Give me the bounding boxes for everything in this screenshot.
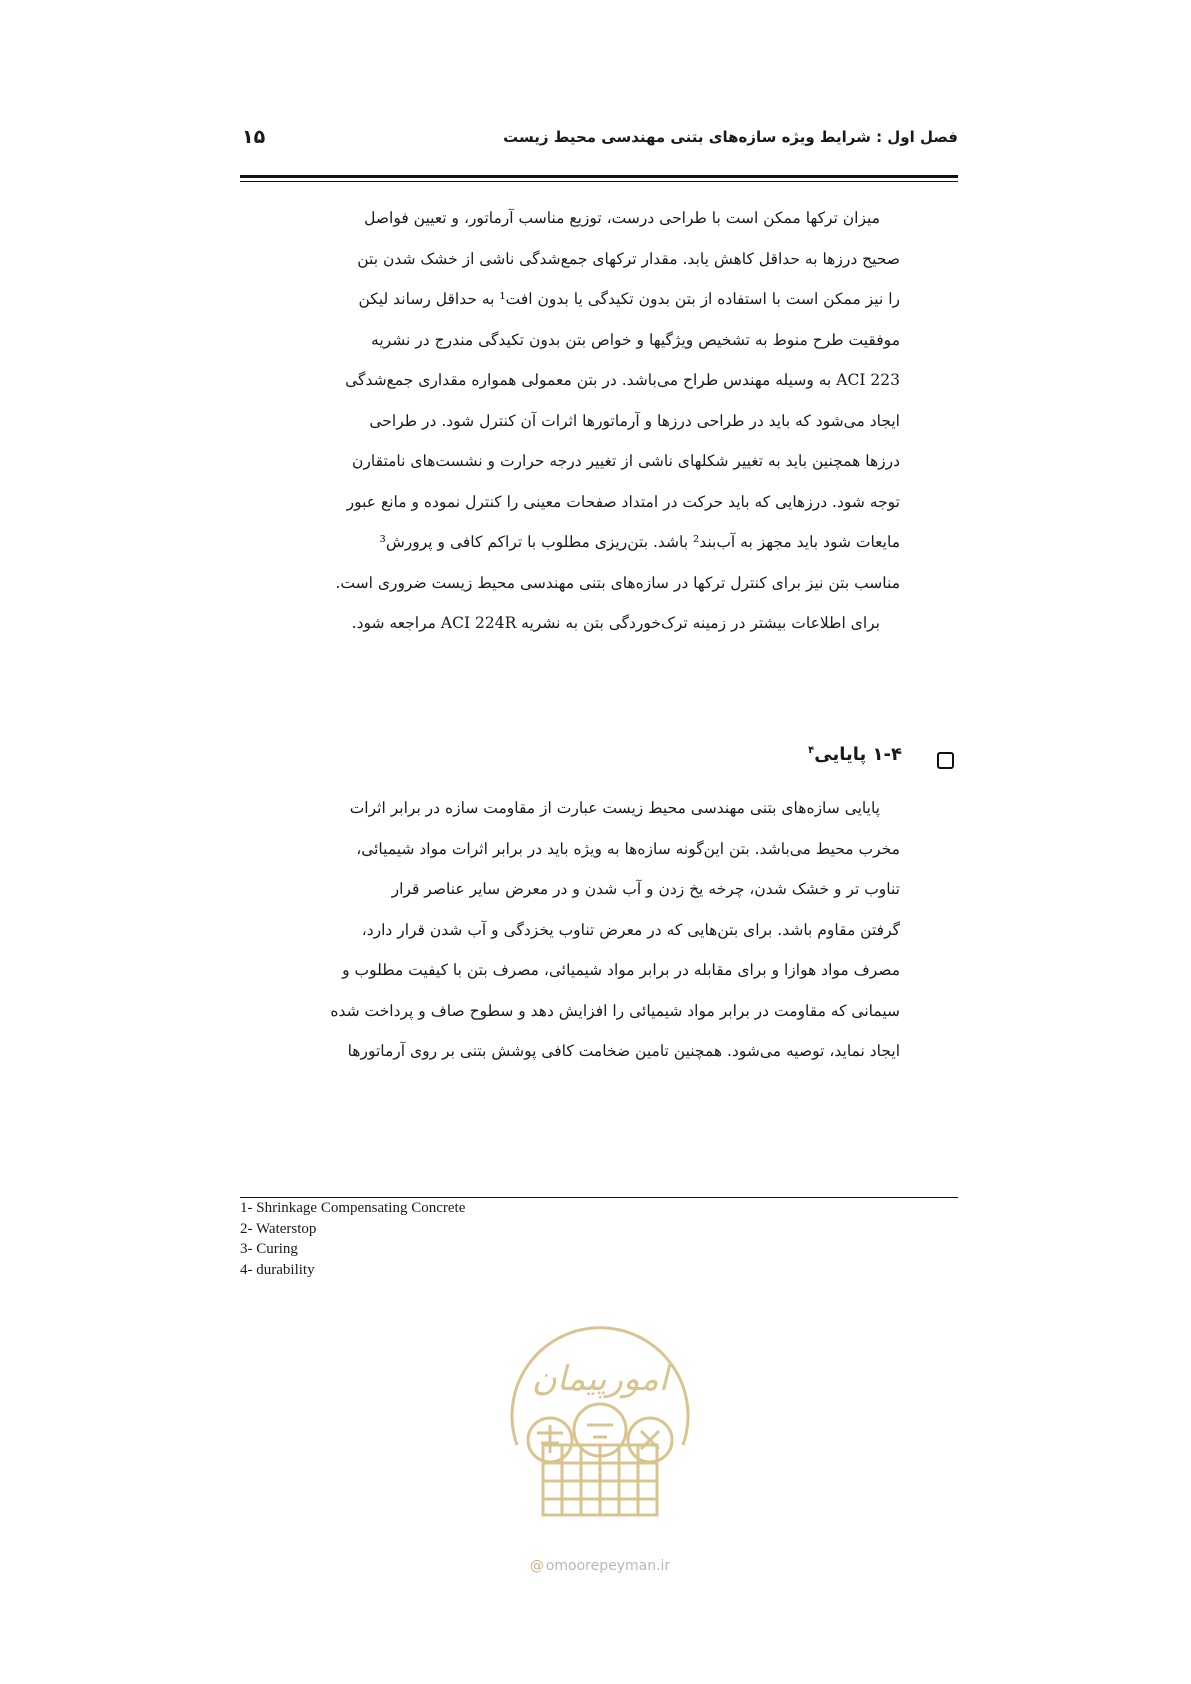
footnote: 4- durability bbox=[240, 1261, 315, 1278]
text-line: مایعات شود باید مجهز به آب‌بند² باشد. بتن‌ریزی مطلوب با تراکم کافی و پرورش³ bbox=[379, 533, 900, 551]
footnote: 1- Shrinkage Compensating Concrete bbox=[240, 1200, 466, 1216]
footnote: 2- Waterstop bbox=[240, 1220, 317, 1237]
text-line: سیمانی که مقاومت در برابر مواد شیمیائی را افزایش دهد و سطوح صاف و پرداخت شده bbox=[330, 1001, 900, 1020]
footnote: 3- Curing bbox=[240, 1241, 298, 1257]
text-line: مخرب محیط می‌باشد. بتن این‌گونه سازه‌ها به ویژه باید در برابر اثرات مواد شیمیائی، bbox=[356, 839, 900, 858]
section-title-text: ۱-۴ پایایی bbox=[814, 744, 902, 765]
text-line: ایجاد نماید، توصیه می‌شود. همچنین تامین ضخامت کافی پوشش بتنی بر روی آرماتورها bbox=[347, 1042, 900, 1060]
paragraph-2 bbox=[240, 788, 900, 1072]
watermark-logo bbox=[495, 1325, 705, 1540]
page-header bbox=[240, 128, 958, 158]
text-line: ایجاد می‌شود که باید در طراحی درزها و آرماتورها اثرات آن کنترل شود. در طراحی bbox=[369, 411, 900, 430]
text-line: تناوب تر و خشک شدن، چرخه یخ زدن و آب شدن و در معرض سایر عناصر قرار bbox=[391, 880, 900, 898]
header-rule-thin bbox=[240, 181, 958, 182]
text-line: مصرف مواد هوازا و برای مقابله در برابر مواد شیمیائی، مصرف بتن با کیفیت مطلوب و bbox=[342, 961, 900, 979]
text-line: میزان ترکها ممکن است با طراحی درست، توزیع مناسب آرماتور، و تعیین فواصل bbox=[364, 209, 880, 227]
page-number: ۱۵ bbox=[242, 126, 266, 148]
section-footnote-mark: ۴ bbox=[808, 745, 815, 756]
text-line: ACI 223 به وسیله مهندس طراح می‌باشد. در بتن معمولی همواره مقداری جمع‌شدگی bbox=[345, 371, 900, 389]
text-line: توجه شود. درزهایی که باید حرکت در امتداد صفحات معینی را کنترل نموده و مانع عبور bbox=[346, 492, 900, 511]
section-title bbox=[808, 744, 902, 765]
text-line: مناسب بتن نیز برای کنترل ترکها در سازه‌های بتنی مهندسی محیط زیست ضروری است. bbox=[335, 573, 900, 592]
watermark-url bbox=[500, 1558, 700, 1574]
header-rule-thick bbox=[240, 175, 958, 178]
text-line: درزها همچنین باید به تغییر شکلهای ناشی از تغییر درجه حرارت و نشست‌های نامتقارن bbox=[352, 452, 900, 470]
section-heading bbox=[240, 744, 958, 782]
section-box-icon bbox=[937, 752, 954, 769]
text-line: موفقیت طرح منوط به تشخیص ویژگیها و خواص بتن بدون تکیدگی مندرج در نشریه bbox=[371, 330, 900, 349]
text-line: صحیح درزها به حداقل کاهش یابد. مقدار ترکهای جمع‌شدگی ناشی از خشک شدن بتن bbox=[357, 249, 900, 268]
at-icon: @ bbox=[529, 1558, 544, 1574]
text-line: را نیز ممکن است با استفاده از بتن بدون تکیدگی یا بدون افت¹ به حداقل رساند لیکن bbox=[358, 290, 900, 308]
text-line: گرفتن مقاوم باشد. برای بتن‌هایی که در معرض تناوب یخزدگی و آب شدن قرار دارد، bbox=[361, 920, 900, 939]
chapter-title: فصل اول : شرایط ویژه سازه‌های بتنی مهندسی محیط زیست bbox=[503, 128, 958, 146]
footnotes bbox=[240, 1198, 465, 1280]
paragraph-1 bbox=[240, 198, 900, 644]
watermark-url-text: omoorepeyman.ir bbox=[545, 1558, 671, 1574]
logo-text: امورپیمان bbox=[531, 1359, 669, 1399]
text-line: پایایی سازه‌های بتنی مهندسی محیط زیست عبارت از مقاومت سازه در برابر اثرات bbox=[349, 799, 880, 817]
text-line: برای اطلاعات بیشتر در زمینه ترک‌خوردگی بتن به نشریه ACI 224R مراجعه شود. bbox=[351, 614, 880, 632]
